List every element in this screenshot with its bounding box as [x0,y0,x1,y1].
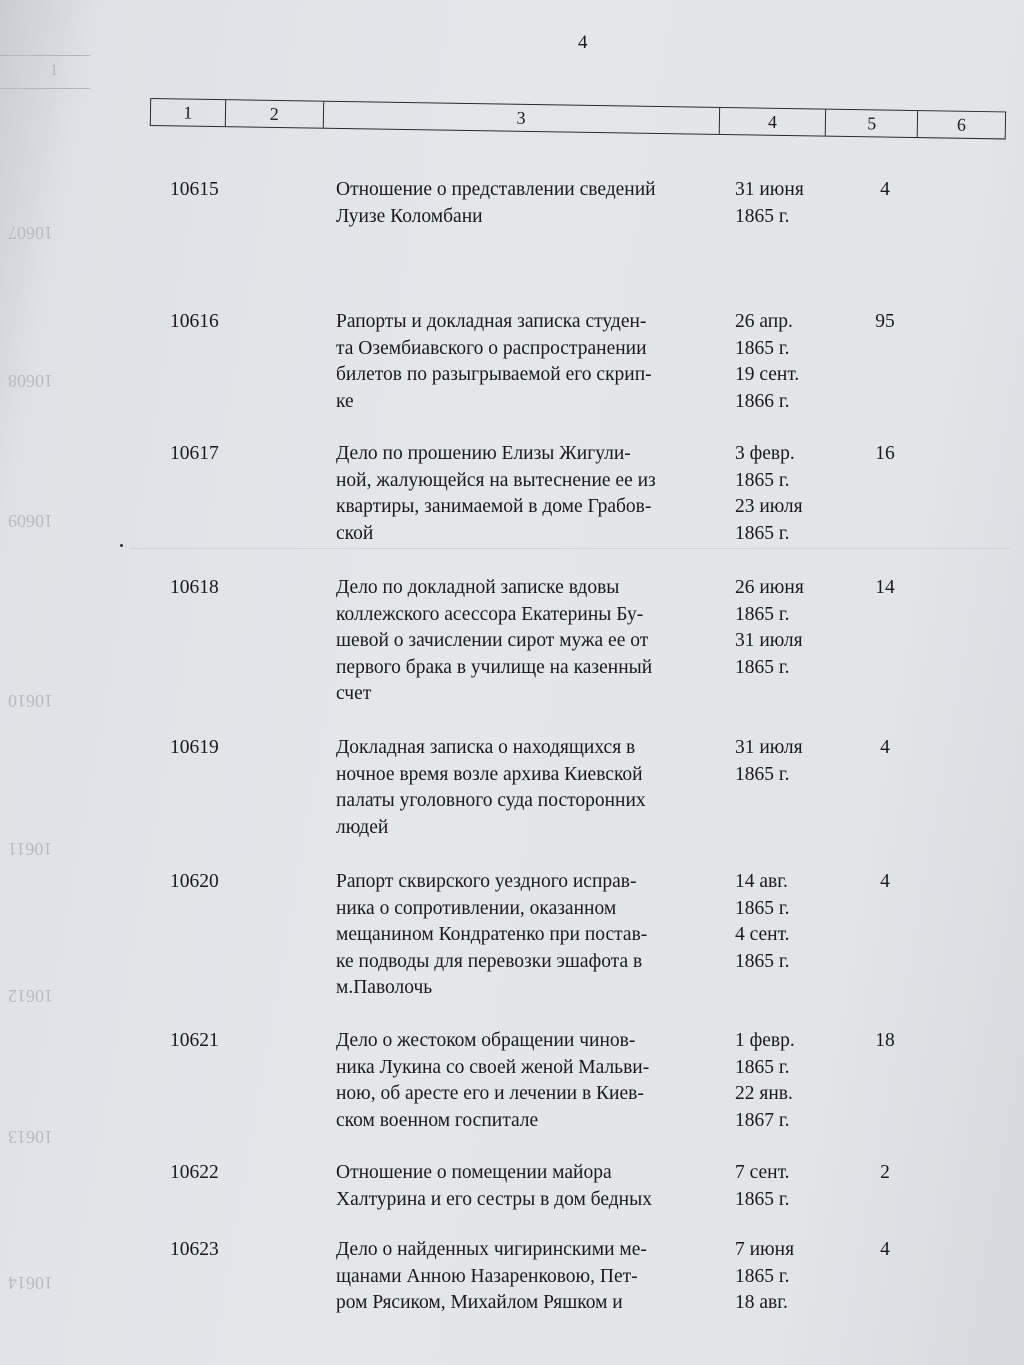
header-col-3: 3 [323,102,719,134]
margin-mark: 10614 [8,1273,53,1293]
entry-title: Отношение о представлении сведений Луизе Коломбани [336,179,656,227]
entry-sheets: 14 [875,577,895,598]
entry-title: Дело по прошению Елизы Жигули- ной, жалующейся на вытеснение ее из квартиры, занимаемой в доме Грабов- ской [336,443,656,544]
entry-number: 10618 [170,577,219,598]
entry-dates: 14 авг. 1865 г. 4 сент. 1865 г. [735,871,790,972]
table-header-row [150,98,1006,139]
entry-title: Отношение о помещении майора Халтурина и его сестры в дом бедных [336,1162,652,1210]
entry-dates: 31 июля 1865 г. [735,737,803,785]
entry-dates: 1 февр. 1865 г. 22 янв. 1867 г. [735,1030,795,1131]
entry-dates: 7 сент. 1865 г. [735,1162,790,1210]
entry-sheets: 4 [880,871,890,892]
entry-title: Докладная записка о находящихся в ночное время возле архива Киевской палаты уголовного суда посторонних людей [336,737,646,838]
margin-mark: 10611 [8,839,53,859]
bleed-through-line [130,548,1010,549]
entry-sheets: 95 [875,311,895,332]
entry-number: 10616 [170,311,219,332]
entry-sheets: 2 [880,1162,890,1183]
left-tab-label: 1 [50,62,58,79]
entry-sheets: 16 [875,443,895,464]
margin-mark: 10607 [8,223,53,243]
header-col-4: 4 [719,108,826,136]
header-col-5: 5 [826,110,918,137]
entry-number: 10622 [170,1162,219,1183]
entry-sheets: 4 [880,737,890,758]
entry-dates: 7 июня 1865 г. 18 авг. [735,1239,795,1313]
header-col-1: 1 [151,99,226,126]
entry-number: 10621 [170,1030,219,1051]
entry-number: 10623 [170,1239,219,1260]
page-number: 4 [578,32,588,53]
header-col-6: 6 [956,114,967,135]
entry-number: 10619 [170,737,219,758]
entry-number: 10617 [170,443,219,464]
entry-title: Рапорт сквирского уездного исправ- ника о сопротивлении, оказанном мещанином Кондратенко при постав- ке подводы для перевозки эшафота в м.Паволочь [336,871,648,998]
entry-number: 10620 [170,871,219,892]
entry-title: Дело о жестоком обращении чинов- ника Лукина со своей женой Мальви- ною, об аресте его и лечении в Киев- ском военном госпитале [336,1030,650,1131]
margin-mark: 10610 [8,691,53,711]
entry-sheets: 18 [875,1030,895,1051]
entry-title: Дело по докладной записке вдовы коллежского асессора Екатерины Бу- шевой о зачислении сирот мужа ее от первого брака в училище на казенный счет [336,577,653,704]
margin-mark: 10609 [8,511,53,531]
entry-sheets: 4 [880,1239,890,1260]
entry-title: Дело о найденных чигиринскими ме- щанами Анною Назаренковою, Пет- ром Рясиком, Михайлом Ряшком и [336,1239,647,1313]
margin-mark: 10612 [8,986,53,1006]
entry-dates: 31 июня 1865 г. [735,179,804,227]
entry-title: Рапорты и докладная записка студен- та Озембиавского о распространении билетов по разыгрываемой его скрип- ке [336,311,652,412]
left-margin-tab [0,55,90,89]
margin-mark: 10608 [8,371,53,391]
entry-sheets: 4 [880,179,890,200]
entry-dates: 3 февр. 1865 г. 23 июля 1865 г. [735,443,803,544]
margin-mark: 10613 [8,1127,53,1147]
stray-dot [120,544,123,547]
header-col-2: 2 [226,100,324,128]
entry-dates: 26 июня 1865 г. 31 июля 1865 г. [735,577,804,678]
entry-dates: 26 апр. 1865 г. 19 сент. 1866 г. [735,311,800,412]
entry-number: 10615 [170,179,219,200]
